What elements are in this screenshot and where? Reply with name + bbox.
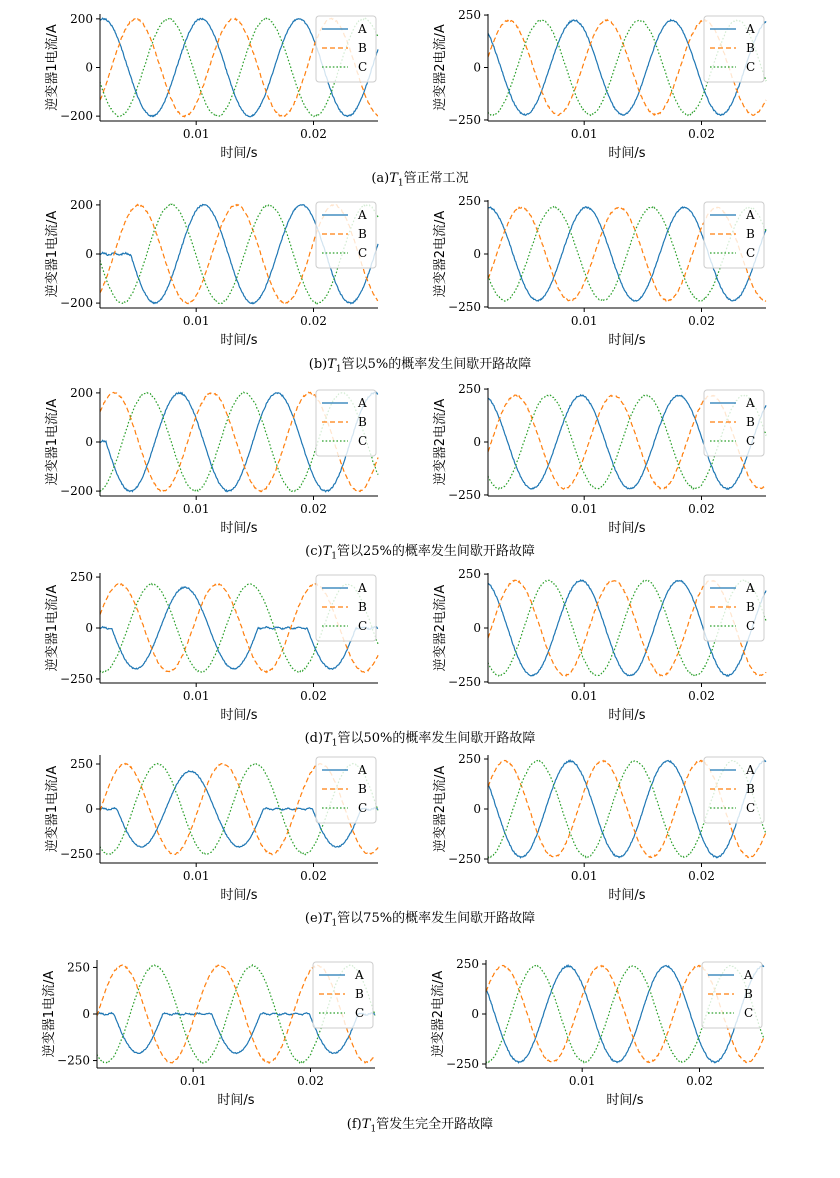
x-axis-label: 时间/s (608, 708, 646, 723)
x-tick-label: 0.02 (688, 689, 715, 703)
caption-e: $(e)T_1$管以75%的概率发生间歇开路故障 (304, 911, 536, 929)
y-tick-label: 0 (85, 435, 93, 449)
x-tick-label: 0.02 (300, 689, 327, 703)
y-axis-label: 逆变器2电流/A (433, 210, 448, 298)
y-tick-label: 0 (85, 802, 93, 816)
y-axis-label: 逆变器2电流/A (431, 970, 446, 1058)
legend-label-c: C (358, 60, 368, 74)
y-tick-label: 0 (85, 621, 93, 635)
legend-label-c: C (358, 619, 368, 633)
x-axis-label: 时间/s (220, 888, 258, 903)
x-tick-label: 0.01 (182, 502, 210, 516)
caption-a: $(a)T_1$管正常工况 (371, 171, 469, 189)
legend-label-b: B (746, 600, 755, 614)
legend-label-b: B (746, 227, 755, 241)
y-tick-label: −250 (57, 1053, 90, 1068)
legend (316, 16, 376, 82)
legend (316, 575, 376, 641)
y-axis-label: 逆变器1电流/A (42, 970, 57, 1058)
y-tick-label: 0 (473, 435, 481, 449)
x-axis-label: 时间/s (220, 708, 258, 723)
x-axis-label: 时间/s (606, 1093, 644, 1108)
y-tick-label: 250 (70, 757, 93, 771)
x-tick-label: 0.02 (300, 502, 327, 516)
legend-label-b: B (358, 782, 367, 796)
x-axis-label: 时间/s (220, 521, 258, 536)
legend (704, 16, 764, 82)
y-axis-label: 逆变器2电流/A (433, 765, 448, 853)
y-axis-label: 逆变器1电流/A (45, 24, 60, 111)
legend-label-b: B (358, 415, 367, 429)
y-axis-label: 逆变器1电流/A (45, 398, 60, 486)
x-axis-label: 时间/s (220, 333, 258, 348)
x-tick-label: 0.01 (182, 869, 210, 883)
y-tick-label: −250 (60, 671, 93, 686)
caption-c: $(c)T_1$管以25%的概率发生间歇开路故障 (305, 544, 535, 562)
y-tick-label: −250 (448, 674, 481, 689)
y-tick-label: 250 (458, 567, 481, 582)
x-tick-label: 0.02 (300, 869, 327, 883)
x-axis-label: 时间/s (608, 333, 646, 348)
x-tick-label: 0.01 (179, 1074, 207, 1088)
legend-label-b: B (358, 227, 367, 241)
legend (704, 757, 764, 823)
y-axis-label: 逆变器2电流/A (433, 398, 448, 486)
y-tick-label: −200 (60, 109, 93, 124)
x-tick-label: 0.02 (688, 502, 715, 516)
legend-label-c: C (746, 60, 756, 74)
y-tick-label: −250 (60, 847, 93, 861)
legend-label-b: B (744, 987, 753, 1001)
legend-label-c: C (746, 246, 756, 260)
legend-label-c: C (358, 246, 368, 260)
chart-e2 (432, 751, 770, 909)
legend-label-c: C (358, 434, 368, 448)
chart-a2 (432, 10, 770, 167)
y-tick-label: 0 (473, 60, 481, 75)
legend-label-b: B (746, 782, 755, 796)
legend-label-a: A (358, 581, 367, 595)
legend (313, 962, 373, 1028)
legend (704, 575, 764, 641)
legend-label-a: A (358, 22, 367, 36)
y-tick-label: −200 (60, 484, 93, 499)
x-axis-label: 时间/s (608, 521, 646, 536)
chart-b1 (44, 196, 382, 354)
caption-f: $(f)T_1$管发生完全开路故障 (346, 1117, 494, 1135)
x-tick-label: 0.01 (568, 1074, 596, 1088)
legend-label-b: B (746, 415, 755, 429)
y-axis-label: 逆变器2电流/A (433, 584, 448, 672)
y-tick-label: 0 (471, 1007, 479, 1021)
legend-label-a: A (744, 968, 753, 982)
caption-d: $(d)T_1$管以50%的概率发生间歇开路故障 (304, 731, 536, 749)
chart-f1 (41, 956, 379, 1114)
caption-b: $(b)T_1$管以5%的概率发生间歇开路故障 (308, 357, 532, 375)
y-tick-label: 0 (82, 1007, 90, 1021)
chart-a1 (44, 10, 382, 167)
x-tick-label: 0.02 (688, 869, 715, 883)
y-tick-label: −250 (448, 852, 481, 866)
legend (316, 202, 376, 268)
y-tick-label: 0 (85, 247, 93, 261)
chart-d1 (44, 569, 382, 729)
legend-label-a: A (746, 208, 755, 222)
y-tick-label: 250 (456, 957, 479, 971)
chart-f2 (430, 956, 768, 1114)
x-axis-label: 时间/s (220, 146, 258, 161)
chart-d2 (432, 569, 770, 729)
x-axis-label: 时间/s (217, 1093, 255, 1108)
y-tick-label: 250 (458, 382, 481, 397)
legend-label-a: A (746, 22, 755, 36)
legend-label-b: B (358, 41, 367, 55)
y-axis-label: 逆变器1电流/A (45, 210, 60, 298)
x-tick-label: 0.02 (300, 127, 327, 141)
legend-label-c: C (355, 1006, 365, 1020)
legend-label-b: B (355, 987, 364, 1001)
chart-e1 (44, 751, 382, 909)
y-tick-label: 250 (458, 194, 481, 209)
x-axis-label: 时间/s (608, 146, 646, 161)
x-tick-label: 0.01 (570, 314, 598, 328)
legend-label-a: A (355, 968, 364, 982)
y-axis-label: 逆变器1电流/A (45, 584, 60, 672)
y-tick-label: 250 (458, 752, 481, 766)
x-tick-label: 0.01 (182, 689, 210, 703)
chart-c1 (44, 384, 382, 542)
legend-label-c: C (358, 801, 368, 815)
legend (704, 390, 764, 456)
legend-label-a: A (746, 396, 755, 410)
y-tick-label: −250 (446, 1057, 479, 1071)
x-tick-label: 0.02 (297, 1074, 324, 1088)
x-tick-label: 0.02 (688, 314, 715, 328)
y-tick-label: 0 (473, 802, 481, 816)
y-tick-label: 0 (473, 621, 481, 635)
legend-label-a: A (358, 396, 367, 410)
x-tick-label: 0.01 (570, 127, 598, 141)
y-tick-label: −250 (448, 487, 481, 502)
legend-label-c: C (744, 1006, 754, 1020)
legend (316, 390, 376, 456)
legend-label-b: B (358, 600, 367, 614)
x-tick-label: 0.01 (570, 869, 598, 883)
x-tick-label: 0.01 (570, 502, 598, 516)
legend-label-a: A (358, 208, 367, 222)
legend-label-a: A (358, 763, 367, 777)
y-tick-label: −250 (448, 112, 481, 127)
legend-label-c: C (746, 619, 756, 633)
legend-label-b: B (746, 41, 755, 55)
y-tick-label: 250 (70, 570, 93, 585)
legend-label-a: A (746, 581, 755, 595)
legend (704, 202, 764, 268)
x-tick-label: 0.01 (182, 314, 210, 328)
y-tick-label: 250 (458, 8, 481, 23)
x-axis-label: 时间/s (608, 888, 646, 903)
y-tick-label: −250 (448, 299, 481, 314)
y-tick-label: 0 (473, 247, 481, 261)
y-tick-label: 200 (70, 385, 93, 400)
y-tick-label: 200 (70, 197, 93, 212)
chart-c2 (432, 384, 770, 542)
y-axis-label: 逆变器2电流/A (433, 24, 448, 111)
x-tick-label: 0.02 (688, 127, 715, 141)
y-tick-label: 0 (85, 60, 93, 75)
y-tick-label: 200 (70, 11, 93, 26)
y-tick-label: 250 (67, 960, 90, 975)
y-axis-label: 逆变器1电流/A (45, 765, 60, 853)
legend (702, 962, 762, 1028)
legend-label-c: C (746, 801, 756, 815)
legend-label-c: C (746, 434, 756, 448)
legend-label-a: A (746, 763, 755, 777)
x-tick-label: 0.01 (182, 127, 210, 141)
x-tick-label: 0.02 (686, 1074, 713, 1088)
chart-b2 (432, 196, 770, 354)
legend (316, 757, 376, 823)
x-tick-label: 0.02 (300, 314, 327, 328)
y-tick-label: −200 (60, 296, 93, 311)
x-tick-label: 0.01 (570, 689, 598, 703)
